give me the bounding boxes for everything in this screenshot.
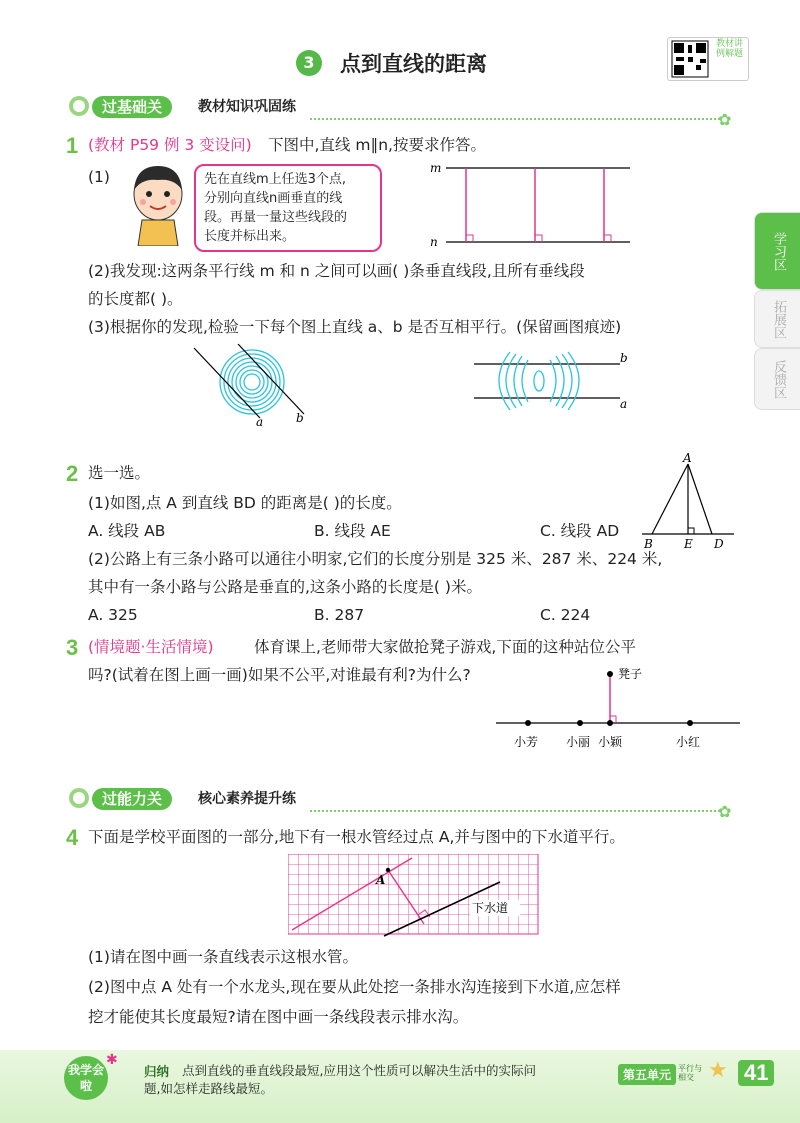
section-divider bbox=[310, 810, 720, 812]
section-ability-label: 过能力关 bbox=[92, 788, 172, 810]
qr-caption: 教材讲例解题 bbox=[716, 39, 744, 59]
question-number: 2 bbox=[66, 461, 79, 486]
person-label: 小红 bbox=[676, 735, 701, 749]
option-b[interactable]: B. 线段 AE bbox=[314, 522, 391, 540]
i-learned-badge: 我学会啦 bbox=[64, 1056, 108, 1100]
footer-band bbox=[0, 1050, 800, 1123]
unit-subtitle: 平行与相交 bbox=[678, 1064, 702, 1082]
line-b-label: b bbox=[620, 351, 628, 365]
part-1-text[interactable]: (1)如图,点 A 到直线 BD 的距离是( )的长度。 bbox=[88, 494, 402, 512]
unit-label: 第五单元 bbox=[618, 1064, 676, 1085]
school-plan-grid[interactable] bbox=[288, 854, 542, 938]
section-basic-label: 过基础关 bbox=[92, 96, 172, 118]
section-basic-subtitle: 教材知识巩固练 bbox=[198, 99, 296, 115]
stool-label: 凳子 bbox=[618, 667, 643, 681]
side-tab-study[interactable]: 学习区 bbox=[754, 212, 800, 290]
side-tab-extend[interactable]: 拓展区 bbox=[754, 290, 800, 348]
question-stem-cont: 吗?(试着在图上画一画)如果不公平,对谁最有利?为什么? bbox=[88, 666, 471, 684]
medal-icon bbox=[68, 94, 90, 118]
question-stem: 下面是学校平面图的一部分,地下有一根水管经过点 A,并与图中的下水道平行。 bbox=[88, 828, 625, 846]
circle-lines-figure[interactable] bbox=[180, 342, 330, 432]
option-a[interactable]: A. 线段 AB bbox=[88, 522, 166, 540]
option-a[interactable]: A. 325 bbox=[88, 606, 138, 624]
hint-line: 先在直线m上任选3个点, bbox=[204, 172, 347, 187]
part-2-text-cont[interactable]: 其中有一条小路与公路是垂直的,这条小路的长度是( )米。 bbox=[88, 578, 482, 596]
part-label: (1) bbox=[88, 168, 110, 186]
question-tag: (情境题·生活情境) bbox=[88, 638, 214, 656]
qr-code-icon bbox=[670, 39, 714, 79]
part-2-text: (2)公路上有三条小路可以通往小明家,它们的长度分别是 325 米、287 米、224 米, bbox=[88, 550, 663, 568]
question-number: 1 bbox=[66, 133, 79, 158]
line-a-label: a bbox=[620, 397, 628, 410]
qr-code-box[interactable] bbox=[667, 37, 749, 81]
point-a-label: A bbox=[376, 873, 386, 887]
star-icon: ✱ bbox=[106, 1052, 118, 1068]
part-2-text: (2)图中点 A 处有一个水龙头,现在要从此处挖一条排水沟连接到下水道,应怎样 bbox=[88, 978, 621, 996]
point-a-label: A bbox=[683, 452, 692, 465]
arc-lines-figure[interactable] bbox=[470, 350, 630, 410]
option-b[interactable]: B. 287 bbox=[314, 606, 365, 624]
point-e-label: E bbox=[684, 537, 693, 551]
parallel-lines-figure[interactable] bbox=[428, 158, 638, 252]
summary-line: 点到直线的垂直线段最短,应用这个性质可以解决生活中的实际问 bbox=[182, 1063, 536, 1078]
summary-line-cont: 题,如怎样走路线最短。 bbox=[144, 1081, 273, 1096]
flower-icon: ✿ bbox=[718, 110, 732, 129]
question-number: 3 bbox=[66, 635, 79, 660]
person-label: 小芳 bbox=[514, 735, 539, 749]
option-c[interactable]: C. 线段 AD bbox=[540, 522, 620, 540]
medal-icon bbox=[68, 786, 90, 810]
flower-icon: ✿ bbox=[718, 802, 732, 821]
question-stem: 下图中,直线 m∥n,按要求作答。 bbox=[268, 136, 486, 154]
section-divider bbox=[310, 118, 720, 120]
lesson-badge: 3 bbox=[296, 50, 322, 76]
hint-bubble bbox=[194, 164, 382, 252]
person-label: 小颖 bbox=[598, 735, 623, 749]
point-b-label: B bbox=[644, 537, 653, 551]
stool-game-figure[interactable] bbox=[494, 664, 744, 750]
line-b-label: b bbox=[296, 411, 304, 425]
hint-line: 长度并标出来。 bbox=[204, 229, 296, 244]
option-c[interactable]: C. 224 bbox=[540, 606, 591, 624]
side-tab-feedback[interactable]: 反馈区 bbox=[754, 348, 800, 410]
point-d-label: D bbox=[714, 537, 724, 551]
page-number: 41 bbox=[738, 1060, 774, 1086]
triangle-figure bbox=[638, 452, 738, 552]
question-tag: (教材 P59 例 3 变设问) bbox=[88, 136, 252, 154]
person-label: 小丽 bbox=[566, 735, 591, 749]
hint-line: 段。再量一量这些线段的 bbox=[204, 210, 348, 225]
question-number: 4 bbox=[66, 825, 79, 850]
part-2-text-cont: 挖才能使其长度最短?请在图中画一条线段表示排水沟。 bbox=[88, 1008, 469, 1026]
summary-tag: 归纳 bbox=[144, 1064, 170, 1079]
part-2-text[interactable]: (2)我发现:这两条平行线 m 和 n 之间可以画( )条垂直线段,且所有垂线段 bbox=[88, 262, 585, 280]
hint-line: 分别向直线n画垂直的线 bbox=[204, 191, 343, 206]
line-a-label: a bbox=[256, 415, 264, 429]
line-n-label: n bbox=[430, 235, 438, 249]
drain-label: 下水道 bbox=[472, 901, 509, 915]
line-m-label: m bbox=[430, 161, 442, 175]
question-stem: 选一选。 bbox=[88, 464, 151, 482]
part-2-text-cont[interactable]: 的长度都( )。 bbox=[88, 290, 183, 308]
page-title: 点到直线的距离 bbox=[340, 52, 487, 76]
star-mascot-icon: ★ bbox=[708, 1058, 728, 1083]
section-ability-subtitle: 核心素养提升练 bbox=[198, 791, 296, 807]
part-1-text: (1)请在图中画一条直线表示这根水管。 bbox=[88, 948, 358, 966]
part-3-text: (3)根据你的发现,检验一下每个图上直线 a、b 是否互相平行。(保留画图痕迹) bbox=[88, 318, 622, 336]
student-avatar bbox=[128, 160, 190, 246]
question-stem: 体育课上,老师带大家做抢凳子游戏,下面的这种站位公平 bbox=[254, 638, 636, 656]
